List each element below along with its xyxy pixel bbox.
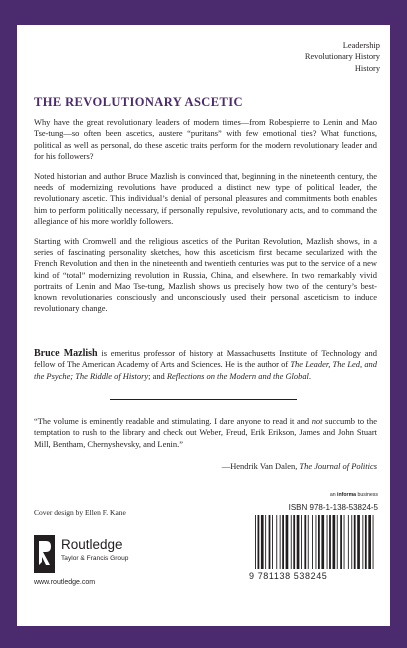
author-bio-mid: ; and	[148, 370, 167, 381]
author-bio	[34, 348, 377, 382]
subject-item: History	[354, 63, 380, 73]
review-quote	[34, 416, 377, 450]
publisher-name: Routledge	[61, 537, 123, 552]
description-paragraph: Starting with Cromwell and the religious ascetics of the Puritan Revolution, Mazlish shows, in a series of fascinating personality sketches, how this asceticism first became secularized with the French Revolution and then in the nineteenth and twentieth centuries was put to the service of a new kind of “total” modernizing revolution in Russia, China, and elsewhere. In two remarkably vivid portraits of Lenin and Mao Tse-tung, Mazlish shows us precisely how two of the century’s best-known revolutionaries consciously and unconsciously used their personal asceticism to induce revolutionary change.	[34, 235, 377, 314]
informa-pre: an	[329, 492, 338, 498]
quote-text: “The volume is eminently readable and stimulating. I dare anyone to read it and	[34, 416, 312, 426]
barcode-icon	[253, 515, 377, 569]
author-name: Bruce Mazlish	[34, 348, 98, 359]
content-panel	[17, 25, 390, 626]
description-paragraph: Noted historian and author Bruce Mazlish is convinced that, beginning in the nineteenth century, the needs of modernizing revolutions have produced a distinct new type of political leader, the revolutionary ascetic. This individual’s denial of personal pleasures and commitments both enables him to perform politically necessary, if personally repulsive, revolutionary acts, and to command the allegiance of his more worldly followers.	[34, 170, 377, 226]
author-book-titles: The Leader, The Led, and the Psyche; The Riddle of History	[34, 359, 377, 381]
informa-tagline	[330, 492, 378, 498]
author-bio-end: .	[308, 370, 311, 381]
cover-design-credit: Cover design by Ellen F. Kane	[34, 508, 126, 517]
subject-item: Leadership	[342, 41, 380, 50]
author-bio-lead: is emeritus professor of history at Massachusetts Institute of Technology and fellow of The American Academy of Arts and Sciences. He is the author of	[34, 348, 377, 370]
subject-item: Revolutionary History	[304, 52, 380, 62]
publisher-group: Taylor & Francis Group	[61, 555, 129, 562]
description-paragraph: Why have the great revolutionary leaders of modern times—from Robespierre to Lenin and Mao Tse-tung—so often been ascetics, austere “puritans” with few emotional ties? What functions, political as well as personal, do these ascetic traits perform for the modern revolutionary leader and for his followers?	[34, 117, 377, 161]
description	[34, 117, 377, 323]
quote-attribution	[222, 461, 377, 471]
informa-post: business	[356, 492, 378, 498]
quote-author: —Hendrik Van Dalen,	[221, 461, 300, 471]
book-title: THE REVOLUTIONARY ASCETIC	[34, 95, 243, 109]
informa-brand: informa	[337, 492, 357, 498]
barcode-number: 9 781138 538245	[249, 571, 328, 581]
isbn-label: ISBN 978-1-138-53824-5	[288, 503, 378, 512]
publisher-url: www.routledge.com	[34, 579, 96, 586]
quote-source: The Journal of Politics	[299, 461, 377, 471]
quote-text-end: succumb to the temptation to rush to the library and check out Weber, Freud, Erik Erikson, James and John Stuart Mill, Bentham, Chernyshevsky, and Lenin.”	[34, 416, 377, 449]
quote-emphasis: not	[311, 416, 323, 426]
section-divider	[110, 399, 297, 400]
subject-categories	[305, 40, 380, 74]
author-book-title: Reflections on the Modern and the Global	[166, 370, 309, 381]
routledge-logo-icon	[34, 535, 55, 573]
